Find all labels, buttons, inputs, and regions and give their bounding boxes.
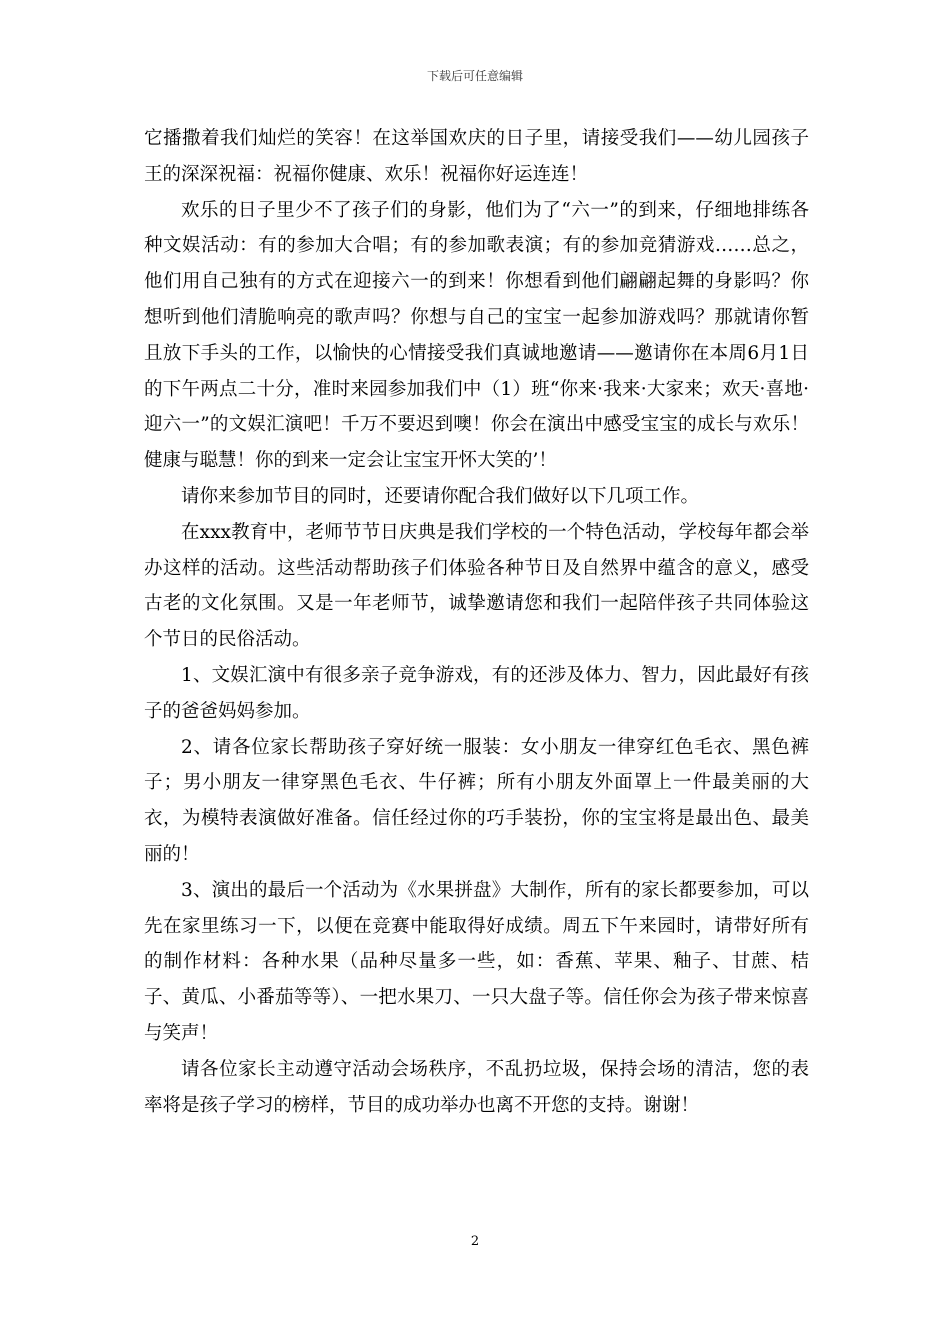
- paragraph-continued: 它播撒着我们灿烂的笑容！在这举国欢庆的日子里，请接受我们——幼儿园孩子王的深深祝福：祝福你健康、欢乐！祝福你好运连连！: [144, 128, 809, 185]
- paragraph-request: 请你来参加节目的同时，还要请你配合我们做好以下几项工作。: [181, 485, 700, 507]
- paragraph-teachers-day: 在xxx教育中，老师节节日庆典是我们学校的一个特色活动，学校每年都会举办这样的活动。这些活动帮助孩子们体验各种节日及自然界中蕴含的意义，感受古老的文化氛围。又是一年老师节，诚挚邀请您和我们一起陪伴孩子共同体验这个节日的民俗活动。: [144, 521, 809, 651]
- list-item-2: 2、请各位家长帮助孩子穿好统一服装：女小朋友一律穿红色毛衣、黑色裤子；男小朋友一律穿黑色毛衣、牛仔裤；所有小朋友外面罩上一件最美丽的大衣，为模特表演做好准备。信任经过你的巧手装扮，你的宝宝将是最出色、最美丽的！: [144, 736, 809, 865]
- paragraph-invitation: 欢乐的日子里少不了孩子们的身影，他们为了“六一”的到来，仔细地排练各种文娱活动：有的参加大合唱；有的参加歌表演；有的参加竞猜游戏……总之，他们用自己独有的方式在迎接六一的到来！你想看到他们翩翩起舞的身影吗？你想听到他们清脆响亮的歌声吗？你想与自己的宝宝一起参加游戏吗？那就请你暂且放下手头的工作，以愉快的心情接受我们真诚地邀请——邀请你在本周6月1日的下午两点二十分，准时来园参加我们中（1）班“你来·我来·大家来；欢天·喜地·迎六一”的文娱汇演吧！千万不要迟到噢！你会在演出中感受宝宝的成长与欢乐！健康与聪慧！你的到来一定会让宝宝开怀大笑的’！: [144, 199, 809, 472]
- document-body: [144, 121, 809, 1123]
- list-item-1: 1、文娱汇演中有很多亲子竞争游戏，有的还涉及体力、智力，因此最好有孩子的爸爸妈妈参加。: [144, 664, 809, 722]
- page-header: 下载后可任意编辑: [426, 69, 523, 83]
- page-number: 2: [470, 1234, 480, 1249]
- paragraph-closing: 请各位家长主动遵守活动会场秩序，不乱扔垃圾，保持会场的清洁，您的表率将是孩子学习的榜样，节目的成功举办也离不开您的支持。谢谢！: [144, 1058, 809, 1116]
- list-item-3: 3、演出的最后一个活动为《水果拼盘》大制作，所有的家长都要参加，可以先在家里练习一下，以便在竞赛中能取得好成绩。周五下午来园时，请带好所有的制作材料：各种水果（品种尽量多一些，如：香蕉、苹果、釉子、甘蔗、桔子、黄瓜、小番茄等等）、一把水果刀、一只大盘子等。信任你会为孩子带来惊喜与笑声！: [144, 879, 809, 1044]
